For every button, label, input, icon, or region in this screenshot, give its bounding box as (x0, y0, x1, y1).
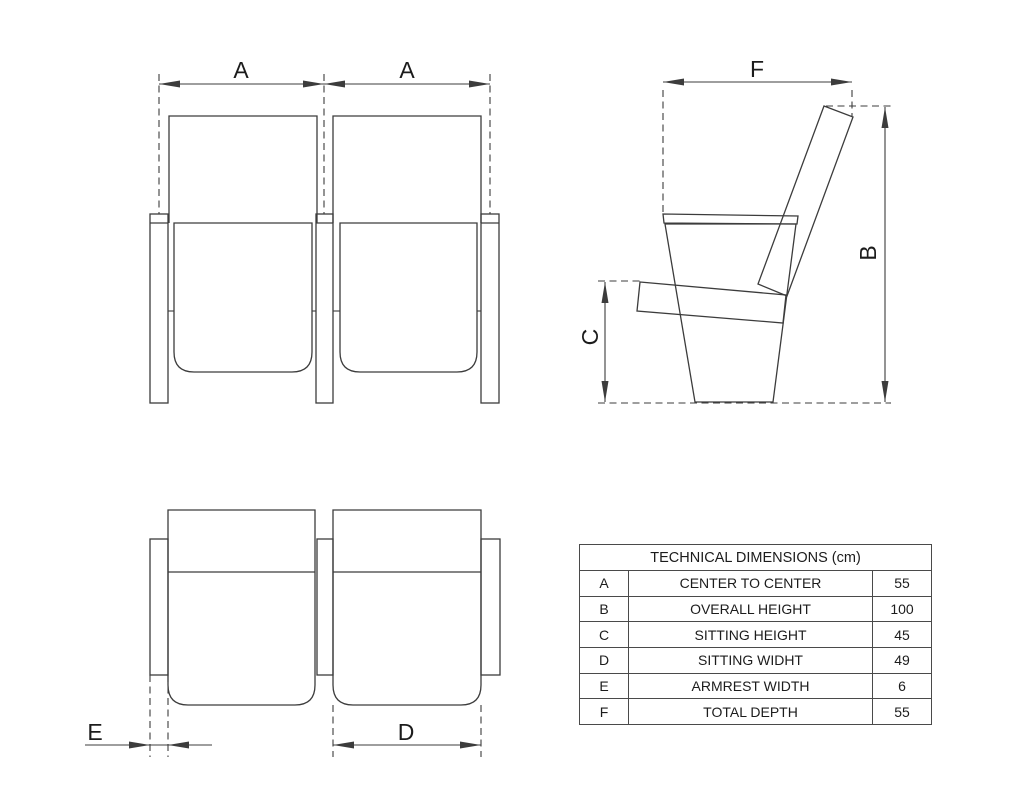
row-value: 49 (873, 648, 932, 674)
front-view (150, 57, 499, 403)
table-header-row (580, 545, 932, 571)
plan-view (85, 510, 500, 757)
row-value: 55 (873, 699, 932, 725)
dimension-b (826, 106, 891, 402)
row-letter: E (580, 673, 629, 699)
plan-seat-right (333, 510, 481, 705)
row-description: ARMREST WIDTH (629, 673, 873, 699)
plan-seat-left (168, 510, 315, 705)
dimension-c (577, 281, 640, 402)
plan-armrest-left (150, 539, 168, 675)
dim-label-a-right: A (399, 57, 415, 83)
arrowhead-left-icon (663, 79, 684, 86)
dimension-f (663, 56, 852, 214)
row-letter: F (580, 699, 629, 725)
arrowhead-right-icon (460, 742, 481, 749)
row-description: OVERALL HEIGHT (629, 596, 873, 622)
leg-center (316, 214, 333, 403)
arrowhead-down-icon (882, 381, 889, 402)
side-armrest (663, 214, 798, 224)
arrowhead-left-icon (168, 742, 189, 749)
dimensions-table (579, 544, 932, 725)
front-seat-right (333, 116, 481, 372)
table-row (580, 571, 932, 597)
row-letter: D (580, 648, 629, 674)
row-letter: A (580, 571, 629, 597)
arrowhead-down-icon (602, 381, 609, 402)
table-row (580, 673, 932, 699)
arrowhead-left-icon (159, 81, 180, 88)
arrowhead-left-icon (333, 742, 354, 749)
row-letter: C (580, 622, 629, 648)
arrowhead-right-icon (831, 79, 852, 86)
seat-cushion-outline (174, 223, 312, 372)
seat-cushion-outline (340, 223, 477, 372)
table-row (580, 622, 932, 648)
table-title: TECHNICAL DIMENSIONS (cm) (580, 545, 932, 571)
dimension-e (85, 675, 212, 757)
row-value: 6 (873, 673, 932, 699)
plan-armrest-right (481, 539, 500, 675)
seat-outline (168, 510, 315, 705)
dim-label-f: F (749, 56, 765, 82)
row-value: 100 (873, 596, 932, 622)
arrowhead-up-icon (882, 107, 889, 128)
backrest-outline (333, 116, 481, 223)
side-seat-cushion (637, 282, 786, 323)
front-legs (150, 214, 499, 403)
side-view (577, 56, 891, 403)
dim-label-a-left: A (233, 57, 249, 83)
arrowhead-up-icon (602, 282, 609, 303)
backrest-outline (169, 116, 317, 223)
plan-armrest-center (317, 539, 333, 675)
row-description: TOTAL DEPTH (629, 699, 873, 725)
side-panel (665, 224, 796, 402)
side-backrest (758, 106, 853, 296)
dim-label-c: C (577, 328, 603, 346)
dimension-a (159, 57, 490, 214)
technical-dimensions-table (579, 544, 931, 724)
seat-outline (333, 510, 481, 705)
dim-label-b: B (855, 245, 881, 261)
arrowhead-left-icon (324, 81, 345, 88)
row-value: 55 (873, 571, 932, 597)
row-description: SITTING HEIGHT (629, 622, 873, 648)
dimension-d (333, 705, 481, 757)
leg-left (150, 214, 168, 403)
table-row (580, 699, 932, 725)
arrowhead-right-icon (469, 81, 490, 88)
table-row (580, 648, 932, 674)
table-row (580, 596, 932, 622)
leg-right (481, 214, 499, 403)
arrowhead-right-icon (303, 81, 324, 88)
row-letter: B (580, 596, 629, 622)
row-value: 45 (873, 622, 932, 648)
arrowhead-right-icon (129, 742, 150, 749)
row-description: CENTER TO CENTER (629, 571, 873, 597)
row-description: SITTING WIDHT (629, 648, 873, 674)
dim-label-e: E (87, 719, 103, 745)
dim-label-d: D (397, 719, 415, 745)
front-seat-left (169, 116, 317, 372)
